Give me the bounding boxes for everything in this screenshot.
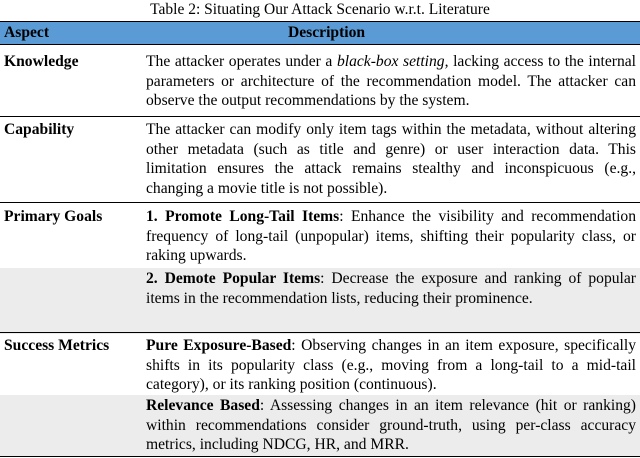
header-description: Description bbox=[142, 22, 640, 45]
table-caption: Table 2: Situating Our Attack Scenario w.r.t. Literature bbox=[150, 1, 490, 18]
desc-goal-2 bbox=[146, 269, 636, 308]
metric-2-text: : Assessing changes in an item relevance (hit or ranking) within recommendations consider ground-truth, using per-class accuracy metrics, including NDCG, HR, and MRR. bbox=[146, 397, 636, 453]
table-header-row bbox=[0, 22, 640, 45]
metric-1-text: : Observing changes in an item exposure, specifically shifts in its popularity class (e.g., moving from a long-tail to a mid-tail category), or its ranking position (continuous). bbox=[146, 337, 636, 393]
goal-1-text: : Enhance the visibility and recommendation frequency of long-tail (unpopular) items, shifting their popularity class, or raking upwards. bbox=[146, 208, 636, 264]
metric-2-title: Relevance Based bbox=[146, 397, 260, 414]
aspect-primary-goals: Primary Goals bbox=[4, 208, 103, 225]
table-row bbox=[0, 333, 640, 457]
desc-metric-2 bbox=[146, 396, 636, 455]
table-row bbox=[0, 45, 640, 117]
aspect-knowledge: Knowledge bbox=[4, 53, 79, 70]
literature-table bbox=[0, 21, 640, 45]
desc-metric-1 bbox=[146, 336, 636, 395]
metric-1-title: Pure Exposure-Based bbox=[146, 337, 292, 354]
goal-2-title: 2. Demote Popular Items bbox=[146, 270, 321, 287]
table-row bbox=[0, 203, 640, 341]
desc-knowledge-post: lacking access to the internal parameters or architecture of the recommendation model. The attacker can observe the output recommendations by the system. bbox=[146, 53, 636, 109]
aspect-success-metrics: Success Metrics bbox=[4, 337, 110, 354]
desc-goal-1 bbox=[146, 207, 636, 266]
desc-knowledge bbox=[146, 52, 636, 111]
table-body bbox=[0, 45, 640, 453]
goal-1-title: 1. Promote Long-Tail Items bbox=[146, 208, 340, 225]
desc-capability: The attacker can modify only item tags within the metadata, without altering other metadata (such as title and genre) or user interaction data. This limitation ensures the attack remains stealthy and inconspicuous (e.g., changing a movie title is not possible). bbox=[146, 121, 636, 197]
desc-knowledge-em: black-box setting, bbox=[336, 53, 449, 70]
header-aspect: Aspect bbox=[0, 22, 142, 45]
aspect-capability: Capability bbox=[4, 121, 75, 138]
goal-2-text: : Decrease the exposure and ranking of popular items in the recommendation lists, reducing their prominence. bbox=[146, 270, 636, 307]
desc-knowledge-pre: The attacker operates under a bbox=[146, 53, 337, 70]
table-bottom-rule bbox=[0, 456, 640, 457]
